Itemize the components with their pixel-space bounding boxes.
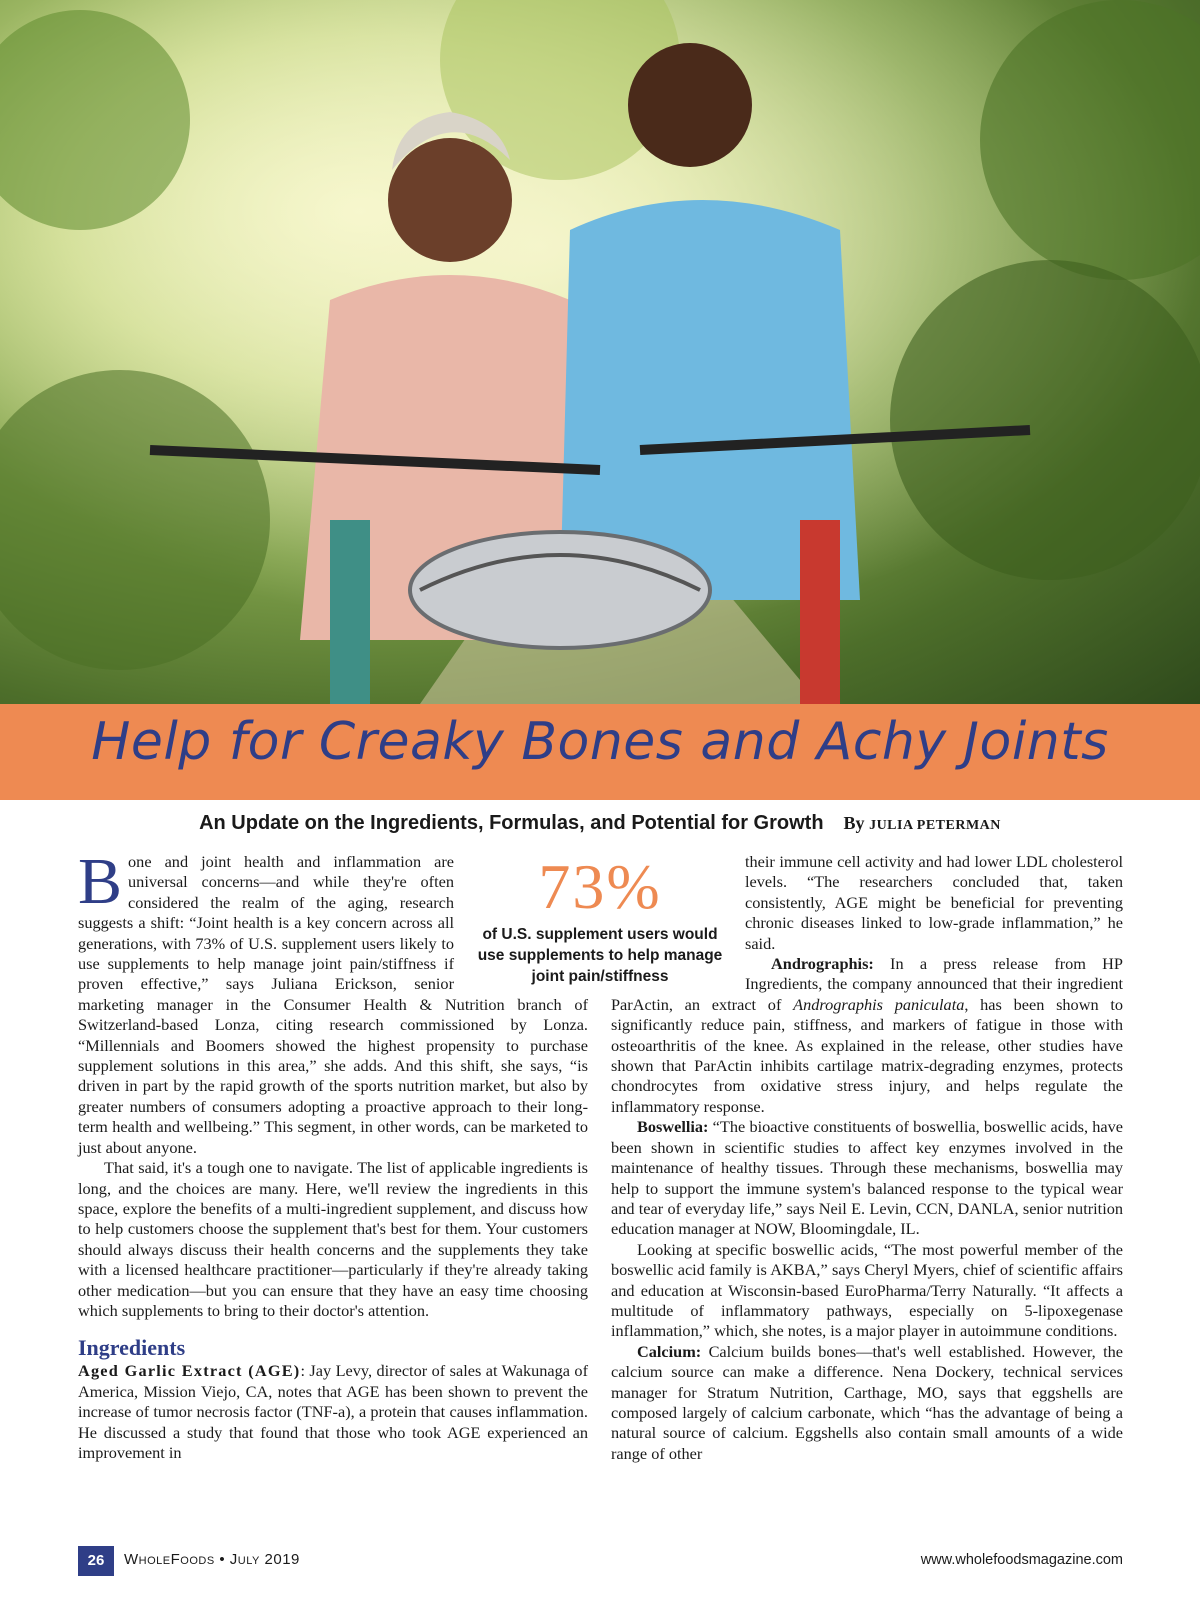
magazine-url[interactable]: www.wholefoodsmagazine.com	[920, 1552, 1123, 1568]
paragraph-navigate: That said, it's a tough one to navigate. The list of applicable ingredients is long, and the choices are many. Here, we'll review the ingredients in this space, explore the benefits of a multi-ingredient supplement, and discuss how to help customers choose the supplement that's best for them. Your customers should always discuss their health concerns and the supplements they take with a licensed healthcare practitioner—particularly if they're already taking other medication—but you can ensure that they have an easy time choosing which supplements to bring to their doctor's attention.	[78, 1158, 588, 1320]
pull-stat-text: of U.S. supplement users would use supplements to help manage joint pain/stiffness	[477, 926, 723, 985]
calcium-text: Calcium builds bones—that's well established. However, the calcium source can make a difference. Nena Dockery, technical services manager for Stratum Nutrition, Carthage, MO, says that eggshells are composed largely of calcium carbonate, which “has the advantage of being a natural source of calcium. Eggshells also contain small amounts of a wide range of other	[611, 1341, 1123, 1463]
article-title: Help for Creaky Bones and Achy Joints	[91, 712, 1109, 772]
paragraph-akba: Looking at specific boswellic acids, “The most powerful member of the boswellic acid family is AKBA,” says Cheryl Myers, chief of scientific affairs and education at Wisconsin-based EuroPharma/Terry Naturally. “It affects a multitude of inflammatory pathways, especially on 5-lipoxegenase inflammation,” which, she notes, is a major player in autoimmune conditions.	[611, 1239, 1123, 1341]
paragraph-age-cont: their immune cell activity and had lower LDL cholesterol levels. “The researchers concluded that, taken consistently, AGE might be beneficial for preventing chronic diseases linked to low-grade inflammation,” he said.	[745, 852, 1123, 953]
boswellia-text: “The bioactive constituents of boswellia, boswellic acids, have been shown in scientific studies to affect key enzymes involved in the maintenance of healthy tissues. Through these mechanisms, boswellia may help to support the immune system's balanced response to the typical wear and tear of everyday life,” says Neil E. Levin, CCN, DANLA, senior nutrition education manager at NOW, Bloomingdale, IL.	[611, 1117, 1123, 1239]
paragraph-calcium	[611, 1342, 1123, 1464]
issue-date: July 2019	[229, 1551, 300, 1568]
section-heading-ingredients: Ingredients	[78, 1335, 186, 1361]
paragraph-age	[78, 1361, 588, 1463]
andrographis-species: Andrographis paniculata	[793, 994, 965, 1014]
age-text: : Jay Levy, director of sales at Wakunaga of America, Mission Viejo, CA, notes that AGE has been shown to prevent the increase of tumor necrosis factor (TNF-a), a protein that causes inflammation. He discussed a study that found that those who took AGE experienced an improvement in	[78, 1361, 588, 1462]
andrographis-text-b: , has been shown to significantly reduce pain, stiffness, and markers of fatigue in those with osteoarthritis of the knee. As explained in the release, other studies have shown that ParActin inhibits cartilage matrix-degrading enzymes, protects chondrocytes from oxidative stress injury, and helps regulate the inflammatory response.	[611, 994, 1123, 1116]
pull-stat-number: 73%	[538, 851, 662, 922]
pull-stat	[470, 852, 730, 987]
term-andrographis: Andrographis:	[771, 954, 874, 974]
hero-photo	[0, 0, 1200, 704]
byline-prefix: By	[843, 813, 865, 833]
byline-name: JULIA PETERMAN	[869, 818, 1001, 833]
term-calcium: Calcium:	[637, 1341, 702, 1361]
andrographis-text-a: In a press release from HP Ingredients, the company announced that their ingredient ParActin, an extract of	[611, 954, 1123, 1014]
term-boswellia: Boswellia:	[637, 1117, 709, 1137]
page-footer	[78, 1546, 1123, 1576]
footer-separator: •	[219, 1551, 226, 1568]
term-age: Aged Garlic Extract (AGE)	[78, 1361, 301, 1381]
drop-cap: B	[78, 845, 123, 918]
magazine-name: WholeFoods	[124, 1551, 215, 1568]
page-number: 26	[78, 1546, 114, 1576]
magazine-issue	[124, 1551, 300, 1568]
byline	[844, 813, 1001, 833]
intro-text: one and joint health and inflammation are universal concerns—and while they're often considered the realm of the aging, research suggests a shift: “Joint health is a key concern across all generations, with 73% of U.S. supplement users likely to use supplements to help manage joint pain/stiffness if proven effective,” says Juliana Erickson, senior marketing manager in the Consumer Health & Nutrition branch of Switzerland-based Lonza, citing research commissioned by Lonza. “Millennials and Boomers showed the highest propensity to purchase supplement solutions in this area,” she adds. And this shift, she says, “is driven in part by the rapid growth of the sports nutrition market, but also by greater numbers of consumers adopting a proactive approach to their long-term health and wellbeing.” This segment, in other words, can be marketed to just about anyone.	[78, 852, 588, 1157]
subtitle-row	[0, 812, 1200, 835]
paragraph-boswellia	[611, 1117, 1123, 1239]
article-subtitle: An Update on the Ingredients, Formulas, and Potential for Growth	[199, 812, 824, 834]
hero-illustration	[0, 0, 1200, 704]
